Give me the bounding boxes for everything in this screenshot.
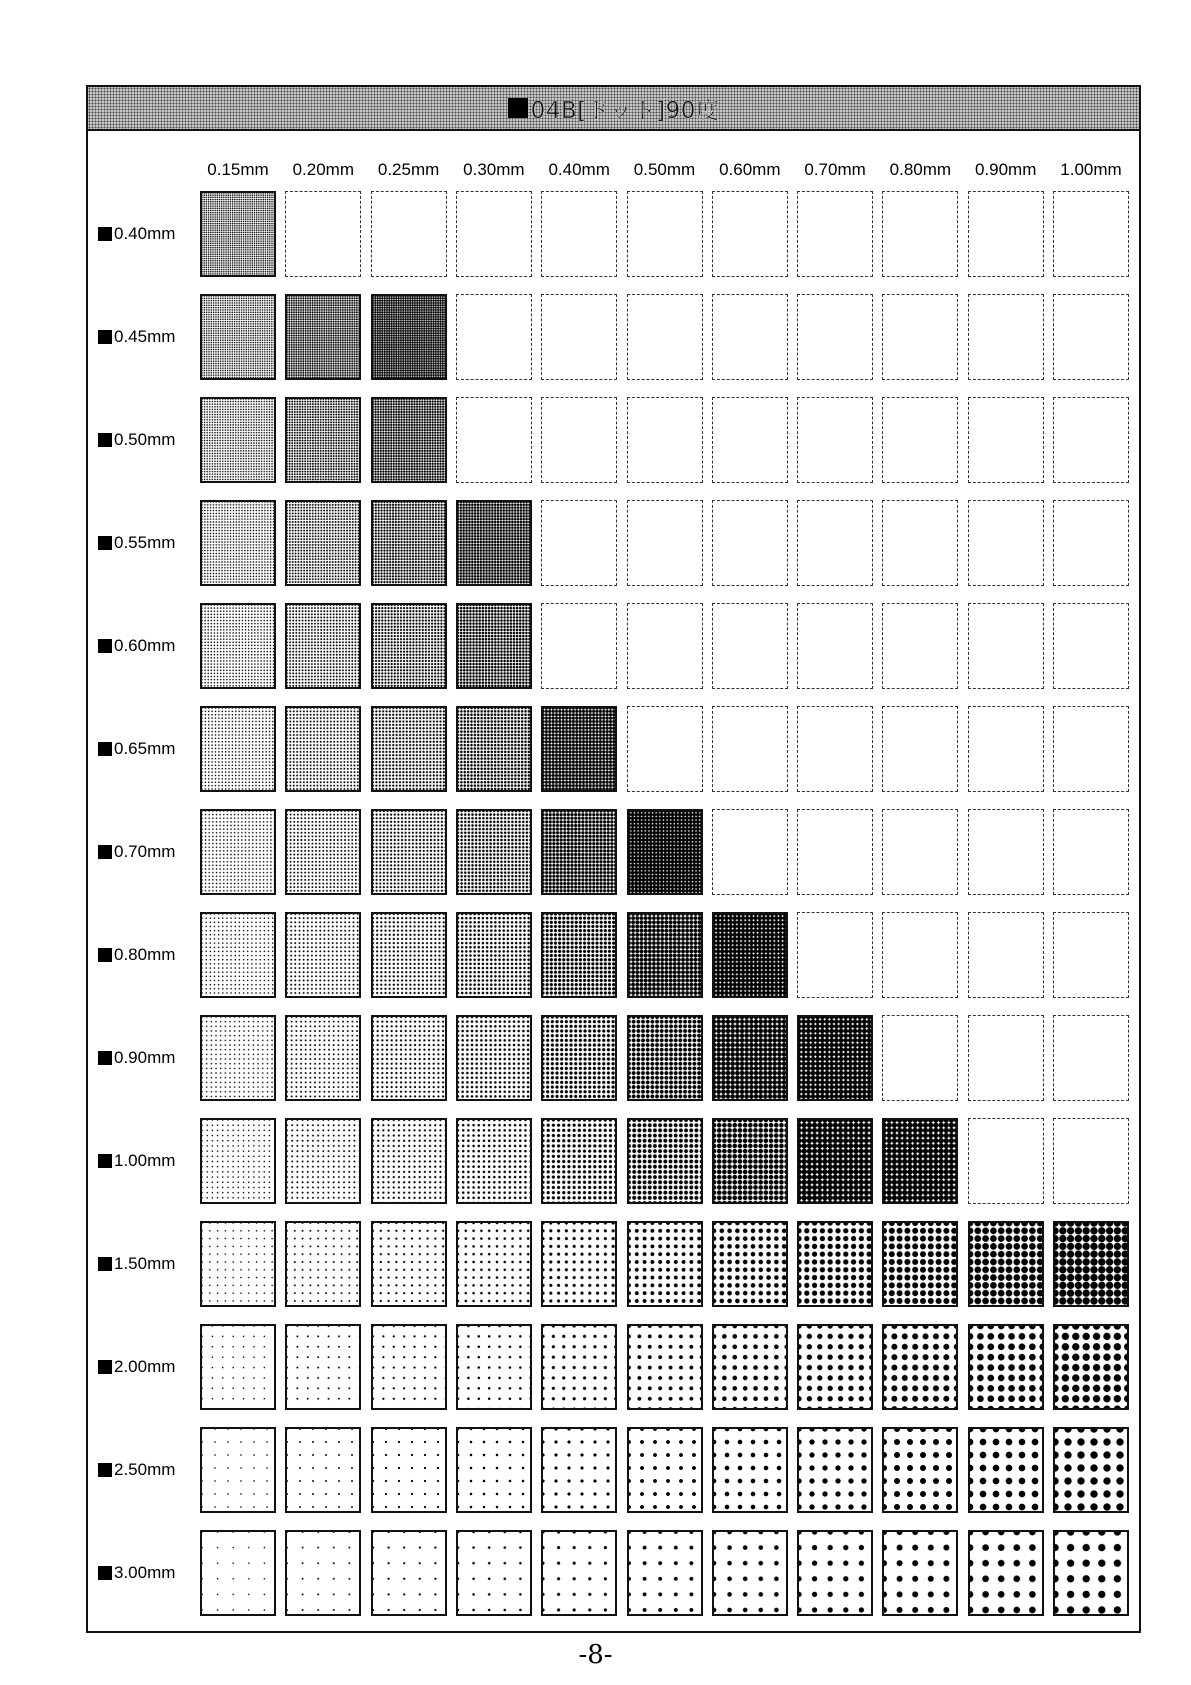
row-label (98, 1151, 175, 1171)
dot-sample-cell (712, 1530, 788, 1616)
dot-sample-cell (371, 912, 447, 998)
column-header: 0.80mm (889, 160, 952, 179)
dot-sample-cell (285, 500, 361, 586)
empty-cell (1053, 397, 1129, 483)
empty-cell (968, 912, 1044, 998)
column-header: 0.40mm (548, 160, 610, 179)
dot-sample-cell (200, 1118, 276, 1204)
empty-cell (882, 809, 958, 895)
dot-sample-cell (627, 1324, 703, 1410)
dot-sample-cell (456, 912, 532, 998)
dot-sample-cell (200, 912, 276, 998)
dot-sample-cell (285, 603, 361, 689)
dot-sample-cell (200, 294, 276, 380)
dot-sample-cell (371, 809, 447, 895)
dot-sample-cell (627, 1118, 703, 1204)
dot-sample-cell (1053, 1427, 1129, 1513)
dot-sample-cell (541, 912, 617, 998)
square-bullet-icon (98, 639, 112, 653)
empty-cell (968, 500, 1044, 586)
dot-sample-cell (456, 500, 532, 586)
row-label-text: 2.50mm (114, 1460, 176, 1479)
dot-sample-cell (371, 1118, 447, 1204)
dot-sample-cell (456, 809, 532, 895)
dot-sample-cell (285, 1015, 361, 1101)
row-label (98, 739, 175, 759)
dot-sample-cell (371, 1015, 447, 1101)
dot-sample-cell (200, 1324, 276, 1410)
empty-cell (541, 603, 617, 689)
row-label-text: 0.60mm (114, 636, 176, 655)
empty-cell (712, 706, 788, 792)
dot-sample-cell (285, 809, 361, 895)
dot-sample-cell (456, 1015, 532, 1101)
empty-cell (968, 706, 1044, 792)
empty-cell (1053, 912, 1129, 998)
empty-cell (882, 912, 958, 998)
empty-cell (797, 912, 873, 998)
row-label (98, 1460, 175, 1480)
dot-sample-cell (627, 1015, 703, 1101)
dot-sample-cell (541, 809, 617, 895)
dot-sample-cell (627, 912, 703, 998)
dot-sample-cell (797, 1221, 873, 1307)
dot-sample-cell (200, 809, 276, 895)
dot-sample-cell (968, 1530, 1044, 1616)
dot-sample-cell (200, 603, 276, 689)
square-bullet-icon (98, 330, 112, 344)
dot-sample-cell (371, 1221, 447, 1307)
dot-sample-cell (456, 1118, 532, 1204)
empty-cell (1053, 294, 1129, 380)
empty-cell (627, 191, 703, 277)
square-bullet-icon (98, 227, 112, 241)
empty-cell (797, 294, 873, 380)
empty-cell (1053, 191, 1129, 277)
empty-cell (627, 706, 703, 792)
row-label (98, 1357, 175, 1377)
dot-sample-cell (371, 603, 447, 689)
dot-sample-cell (285, 1221, 361, 1307)
dot-sample-cell (968, 1221, 1044, 1307)
dot-sample-cell (285, 1324, 361, 1410)
dot-sample-cell (456, 706, 532, 792)
dot-sample-cell (285, 397, 361, 483)
square-bullet-icon (98, 536, 112, 550)
title-text: 04B[ドット]90度 (530, 97, 720, 124)
empty-cell (1053, 706, 1129, 792)
empty-cell (712, 294, 788, 380)
empty-cell (882, 1015, 958, 1101)
dot-sample-cell (285, 1530, 361, 1616)
page-number: -8- (578, 1640, 613, 1670)
dot-sample-cell (968, 1427, 1044, 1513)
dot-sample-cell (797, 1015, 873, 1101)
empty-cell (968, 603, 1044, 689)
dot-sample-cell (541, 706, 617, 792)
empty-cell (712, 809, 788, 895)
dot-sample-cell (712, 1221, 788, 1307)
empty-cell (456, 397, 532, 483)
dot-sample-cell (627, 1221, 703, 1307)
empty-cell (541, 397, 617, 483)
dot-sample-cell (541, 1118, 617, 1204)
dot-sample-cell (285, 912, 361, 998)
empty-cell (882, 603, 958, 689)
square-bullet-icon (98, 1051, 112, 1065)
column-header: 0.70mm (804, 160, 866, 179)
empty-cell (541, 294, 617, 380)
empty-cell (968, 1015, 1044, 1101)
dot-sample-cell (200, 1427, 276, 1513)
empty-cell (627, 294, 703, 380)
empty-cell (1053, 809, 1129, 895)
square-bullet-icon (98, 1154, 112, 1168)
dot-sample-cell (712, 1427, 788, 1513)
empty-cell (541, 191, 617, 277)
dot-sample-cell (797, 1324, 873, 1410)
dot-sample-cell (882, 1221, 958, 1307)
empty-cell (882, 294, 958, 380)
row-label-text: 0.40mm (114, 224, 176, 243)
empty-cell (797, 191, 873, 277)
dot-sample-cell (200, 1221, 276, 1307)
row-label-text: 0.80mm (114, 945, 176, 964)
dot-sample-cell (200, 397, 276, 483)
column-header: 0.15mm (207, 160, 269, 179)
dot-sample-cell (371, 1427, 447, 1513)
column-header: 0.25mm (377, 160, 440, 179)
dot-sample-cell (712, 912, 788, 998)
dot-sample-cell (627, 1530, 703, 1616)
dot-sample-cell (456, 603, 532, 689)
dot-sample-cell (712, 1015, 788, 1101)
row-label-text: 0.90mm (114, 1048, 176, 1067)
row-label-text: 2.00mm (114, 1357, 176, 1376)
empty-cell (968, 809, 1044, 895)
empty-cell (371, 191, 447, 277)
empty-cell (968, 191, 1044, 277)
square-bullet-icon (98, 433, 112, 447)
row-label (98, 1563, 175, 1583)
row-label-text: 0.45mm (114, 327, 176, 346)
row-label (98, 430, 175, 450)
square-bullet-icon (98, 1257, 112, 1271)
dot-sample-cell (541, 1015, 617, 1101)
dot-sample-cell (285, 1118, 361, 1204)
empty-cell (1053, 603, 1129, 689)
dot-sample-cell (1053, 1324, 1129, 1410)
dot-sample-cell (200, 1015, 276, 1101)
empty-cell (968, 1118, 1044, 1204)
dot-sample-cell (200, 1530, 276, 1616)
dot-sample-cell (882, 1427, 958, 1513)
column-header: 0.20mm (292, 160, 354, 179)
dot-sample-cell (456, 1427, 532, 1513)
square-bullet-icon (98, 742, 112, 756)
dot-sample-cell (541, 1530, 617, 1616)
empty-cell (797, 500, 873, 586)
dot-sample-cell (627, 809, 703, 895)
empty-cell (712, 500, 788, 586)
dot-sample-cell (285, 1427, 361, 1513)
row-label (98, 1048, 175, 1068)
row-label-text: 3.00mm (114, 1563, 176, 1582)
dot-sample-cell (456, 1221, 532, 1307)
empty-cell (882, 706, 958, 792)
empty-cell (797, 809, 873, 895)
column-header: 1.00mm (1060, 160, 1122, 179)
dot-sample-cell (1053, 1530, 1129, 1616)
empty-cell (712, 397, 788, 483)
row-label-text: 0.65mm (114, 739, 176, 758)
dot-sample-cell (285, 294, 361, 380)
dot-sample-cell (541, 1324, 617, 1410)
empty-cell (456, 294, 532, 380)
empty-cell (797, 397, 873, 483)
dot-sample-cell (797, 1530, 873, 1616)
empty-cell (968, 397, 1044, 483)
dot-sample-cell (882, 1324, 958, 1410)
square-bullet-icon (98, 1463, 112, 1477)
dot-sample-cell (456, 1324, 532, 1410)
row-label-text: 0.50mm (114, 430, 176, 449)
dot-sample-cell (1053, 1221, 1129, 1307)
empty-cell (712, 191, 788, 277)
row-label (98, 224, 175, 244)
empty-cell (1053, 500, 1129, 586)
empty-cell (627, 603, 703, 689)
row-label-text: 0.70mm (114, 842, 176, 861)
dot-sample-cell (371, 294, 447, 380)
dot-sample-cell (627, 1427, 703, 1513)
empty-cell (1053, 1015, 1129, 1101)
empty-cell (627, 500, 703, 586)
dot-sample-cell (371, 500, 447, 586)
dot-sample-cell (200, 500, 276, 586)
row-label (98, 636, 175, 656)
empty-cell (1053, 1118, 1129, 1204)
column-header: 0.90mm (974, 160, 1037, 179)
row-label (98, 327, 175, 347)
dot-sample-cell (371, 1530, 447, 1616)
dot-sample-cell (541, 1221, 617, 1307)
dot-sample-cell (712, 1324, 788, 1410)
dot-sample-cell (371, 1324, 447, 1410)
dot-sample-cell (285, 706, 361, 792)
empty-cell (968, 294, 1044, 380)
title (508, 92, 720, 125)
dot-sample-cell (968, 1324, 1044, 1410)
row-label-text: 1.00mm (114, 1151, 176, 1170)
dot-sample-cell (882, 1530, 958, 1616)
row-label-text: 0.55mm (114, 533, 176, 552)
column-header: 0.30mm (463, 160, 525, 179)
empty-cell (882, 191, 958, 277)
dot-sample-cell (456, 1530, 532, 1616)
dot-sample-cell (371, 397, 447, 483)
row-label (98, 842, 175, 862)
dot-sample-cell (797, 1118, 873, 1204)
square-bullet-icon (98, 845, 112, 859)
column-header: 0.50mm (633, 160, 696, 179)
square-bullet-icon (98, 948, 112, 962)
dot-sample-cell (371, 706, 447, 792)
row-label (98, 945, 175, 965)
row-label-text: 1.50mm (114, 1254, 176, 1273)
empty-cell (712, 603, 788, 689)
empty-cell (797, 706, 873, 792)
empty-cell (285, 191, 361, 277)
row-label (98, 533, 175, 553)
square-bullet-icon (98, 1566, 112, 1580)
title-bar (88, 87, 1139, 131)
empty-cell (541, 500, 617, 586)
dot-sample-cell (200, 191, 276, 277)
empty-cell (456, 191, 532, 277)
empty-cell (627, 397, 703, 483)
empty-cell (882, 500, 958, 586)
dot-sample-cell (797, 1427, 873, 1513)
square-bullet-icon (98, 1360, 112, 1374)
dot-sample-cell (882, 1118, 958, 1204)
column-header: 0.60mm (719, 160, 781, 179)
dot-sample-cell (200, 706, 276, 792)
empty-cell (797, 603, 873, 689)
square-bullet-icon (508, 98, 528, 118)
row-label (98, 1254, 175, 1274)
dot-sample-cell (541, 1427, 617, 1513)
dot-sample-cell (712, 1118, 788, 1204)
empty-cell (882, 397, 958, 483)
